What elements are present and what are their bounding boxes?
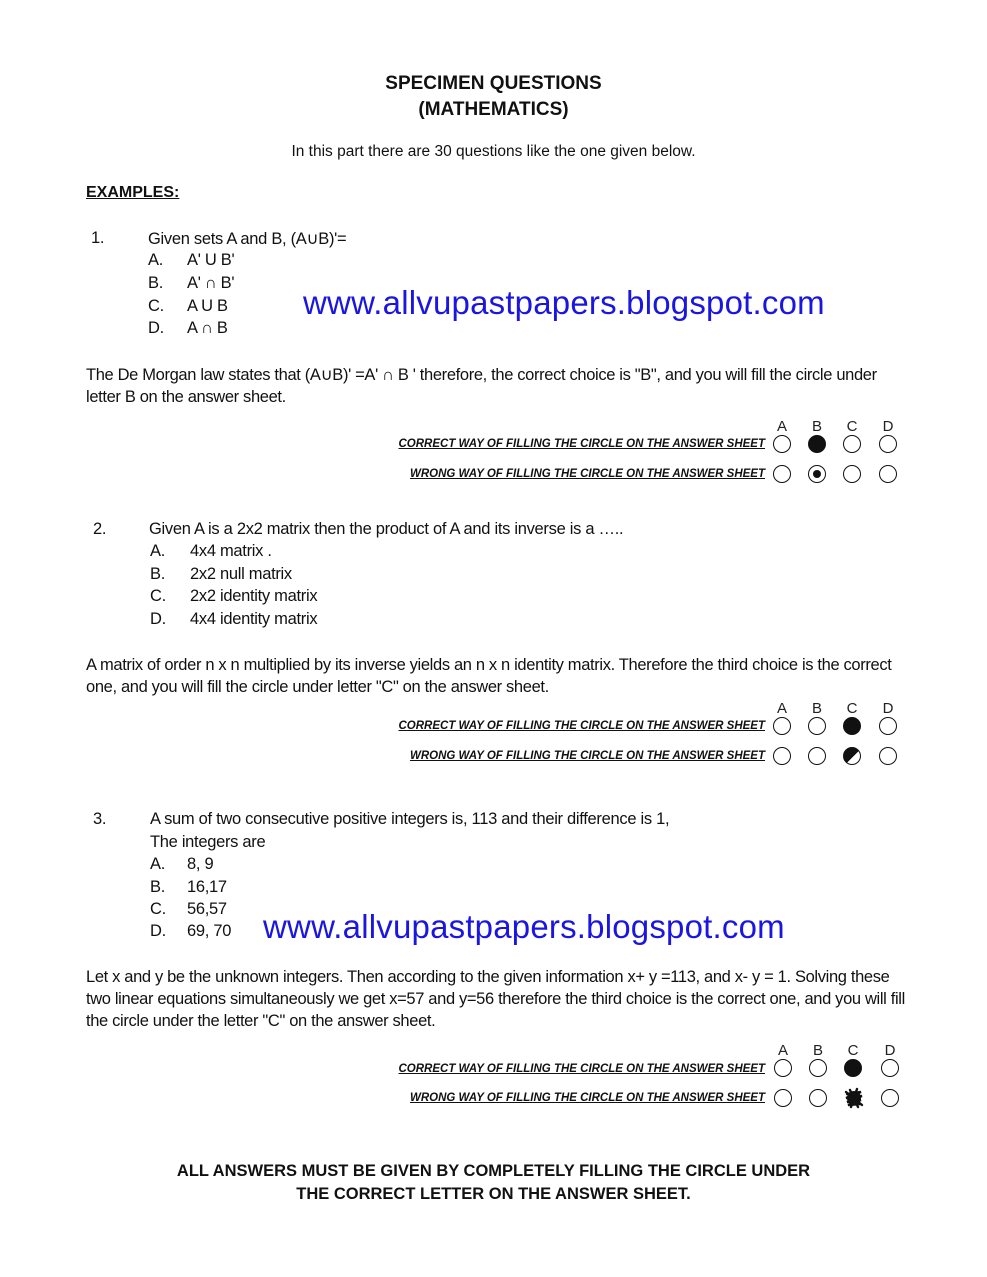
answer-bubble-d: [881, 1059, 899, 1077]
question-number: 1.: [91, 229, 105, 247]
option-letter-a: A.: [150, 855, 165, 873]
intro-text: In this part there are 30 questions like the one given below.: [291, 143, 696, 160]
footer-instruction-line1: ALL ANSWERS MUST BE GIVEN BY COMPLETELY FILLING THE CIRCLE UNDER: [176, 1162, 811, 1180]
option-letter-c: C.: [150, 900, 166, 918]
column-letter-a: A: [776, 418, 787, 435]
option-letter-b: B.: [150, 878, 165, 896]
answer-bubble-a: [773, 747, 791, 765]
watermark-url: www.allvupastpapers.blogspot.com: [263, 908, 785, 945]
wrong-way-label: WRONG WAY OF FILLING THE CIRCLE ON THE ANSWER SHEET: [409, 1092, 765, 1104]
option-text-b: A' ∩ B': [187, 274, 235, 292]
footer-instruction-line2: THE CORRECT LETTER ON THE ANSWER SHEET.: [296, 1185, 691, 1203]
answer-bubble-d: [879, 717, 897, 735]
answer-bubble-c-filled: [844, 1059, 862, 1077]
examples-heading: EXAMPLES:: [86, 184, 180, 201]
question-number: 2.: [93, 520, 107, 538]
question-number: 3.: [93, 810, 107, 828]
option-letter-a: A.: [150, 542, 165, 560]
option-letter-d: D.: [150, 610, 166, 628]
column-letter-b: B: [812, 1042, 823, 1059]
answer-bubble-c-filled: [843, 717, 861, 735]
answer-bubble-b: [808, 717, 826, 735]
option-text-c: A U B: [187, 297, 228, 315]
answer-bubble-a: [774, 1059, 792, 1077]
question-text: Given A is a 2x2 matrix then the product of A and its inverse is a …..: [149, 520, 624, 538]
answer-bubble-d: [879, 747, 897, 765]
watermark-url: www.allvupastpapers.blogspot.com: [303, 284, 825, 321]
answer-bubble-b: [809, 1059, 827, 1077]
page-title: SPECIMEN QUESTIONS: [385, 73, 602, 94]
answer-bubble-b-dotted: [808, 465, 826, 483]
column-letter-d: D: [882, 418, 894, 435]
wrong-way-label: WRONG WAY OF FILLING THE CIRCLE ON THE ANSWER SHEET: [409, 750, 765, 762]
option-letter-a: A.: [148, 251, 163, 269]
correct-way-label: CORRECT WAY OF FILLING THE CIRCLE ON THE ANSWER SHEET: [398, 438, 765, 450]
correct-way-label: CORRECT WAY OF FILLING THE CIRCLE ON THE ANSWER SHEET: [398, 720, 765, 732]
column-letter-d: D: [882, 700, 894, 717]
column-letter-b: B: [811, 700, 822, 717]
option-text-a: 4x4 matrix .: [190, 542, 272, 560]
answer-bubble-c: [843, 465, 861, 483]
column-letter-a: A: [776, 700, 787, 717]
question-explanation: A matrix of order n x n multiplied by its inverse yields an n x n identity matrix. Therefore the third choice is the correct one, and you will fill the circle under letter "C" on the answer sheet.: [86, 656, 892, 696]
option-letter-b: B.: [148, 274, 163, 292]
answer-bubble-c-scribbled: [842, 1086, 866, 1110]
answer-bubble-a: [773, 465, 791, 483]
dot-mark-icon: [813, 470, 821, 478]
option-letter-d: D.: [148, 319, 164, 337]
option-text-c: 2x2 identity matrix: [190, 587, 318, 605]
answer-bubble-d: [881, 1089, 899, 1107]
answer-bubble-c: [843, 435, 861, 453]
option-text-a: A' U B': [187, 251, 235, 269]
column-letter-a: A: [777, 1042, 788, 1059]
option-text-d: A ∩ B: [187, 319, 228, 337]
question-explanation: The De Morgan law states that (A∪B)' =A' ∩ B ' therefore, the correct choice is "B", and you will fill the circle under letter B on the answer sheet.: [86, 366, 877, 406]
column-letter-b: B: [811, 418, 822, 435]
column-letter-d: D: [884, 1042, 896, 1059]
option-text-d: 69, 70: [187, 922, 232, 940]
column-letter-c: C: [847, 1042, 859, 1059]
answer-bubble-a: [773, 717, 791, 735]
scribble-mark-icon: [842, 1086, 866, 1110]
question-text: A sum of two consecutive positive integers is, 113 and their difference is 1,: [150, 810, 670, 828]
correct-way-label: CORRECT WAY OF FILLING THE CIRCLE ON THE ANSWER SHEET: [398, 1063, 765, 1075]
option-text-a: 8, 9: [187, 855, 214, 873]
option-letter-c: C.: [150, 587, 166, 605]
answer-bubble-b-filled: [808, 435, 826, 453]
answer-bubble-d: [879, 435, 897, 453]
answer-bubble-a: [774, 1089, 792, 1107]
answer-bubble-d: [879, 465, 897, 483]
answer-bubble-a: [773, 435, 791, 453]
question-text: Given sets A and B, (A∪B)'=: [148, 230, 347, 248]
option-text-b: 16,17: [187, 878, 227, 896]
answer-bubble-b: [809, 1089, 827, 1107]
answer-bubble-b: [808, 747, 826, 765]
option-text-d: 4x4 identity matrix: [190, 610, 318, 628]
option-letter-b: B.: [150, 565, 165, 583]
column-letter-c: C: [846, 700, 858, 717]
option-text-c: 56,57: [187, 900, 227, 918]
question-text-continued: The integers are: [150, 833, 266, 851]
option-letter-c: C.: [148, 297, 164, 315]
wrong-way-label: WRONG WAY OF FILLING THE CIRCLE ON THE ANSWER SHEET: [409, 468, 765, 480]
column-letter-c: C: [846, 418, 858, 435]
answer-bubble-c-partial: [843, 747, 861, 765]
page-subtitle: (MATHEMATICS): [418, 99, 569, 120]
option-letter-d: D.: [150, 922, 166, 940]
question-explanation: Let x and y be the unknown integers. Then according to the given information x+ y =113, and x- y = 1. Solving these two linear equations simultaneously we get x=57 and y=56 therefore the third choice is the correct one, and you will fill the circle under the letter "C" on the answer sheet.: [86, 968, 905, 1030]
option-text-b: 2x2 null matrix: [190, 565, 292, 583]
